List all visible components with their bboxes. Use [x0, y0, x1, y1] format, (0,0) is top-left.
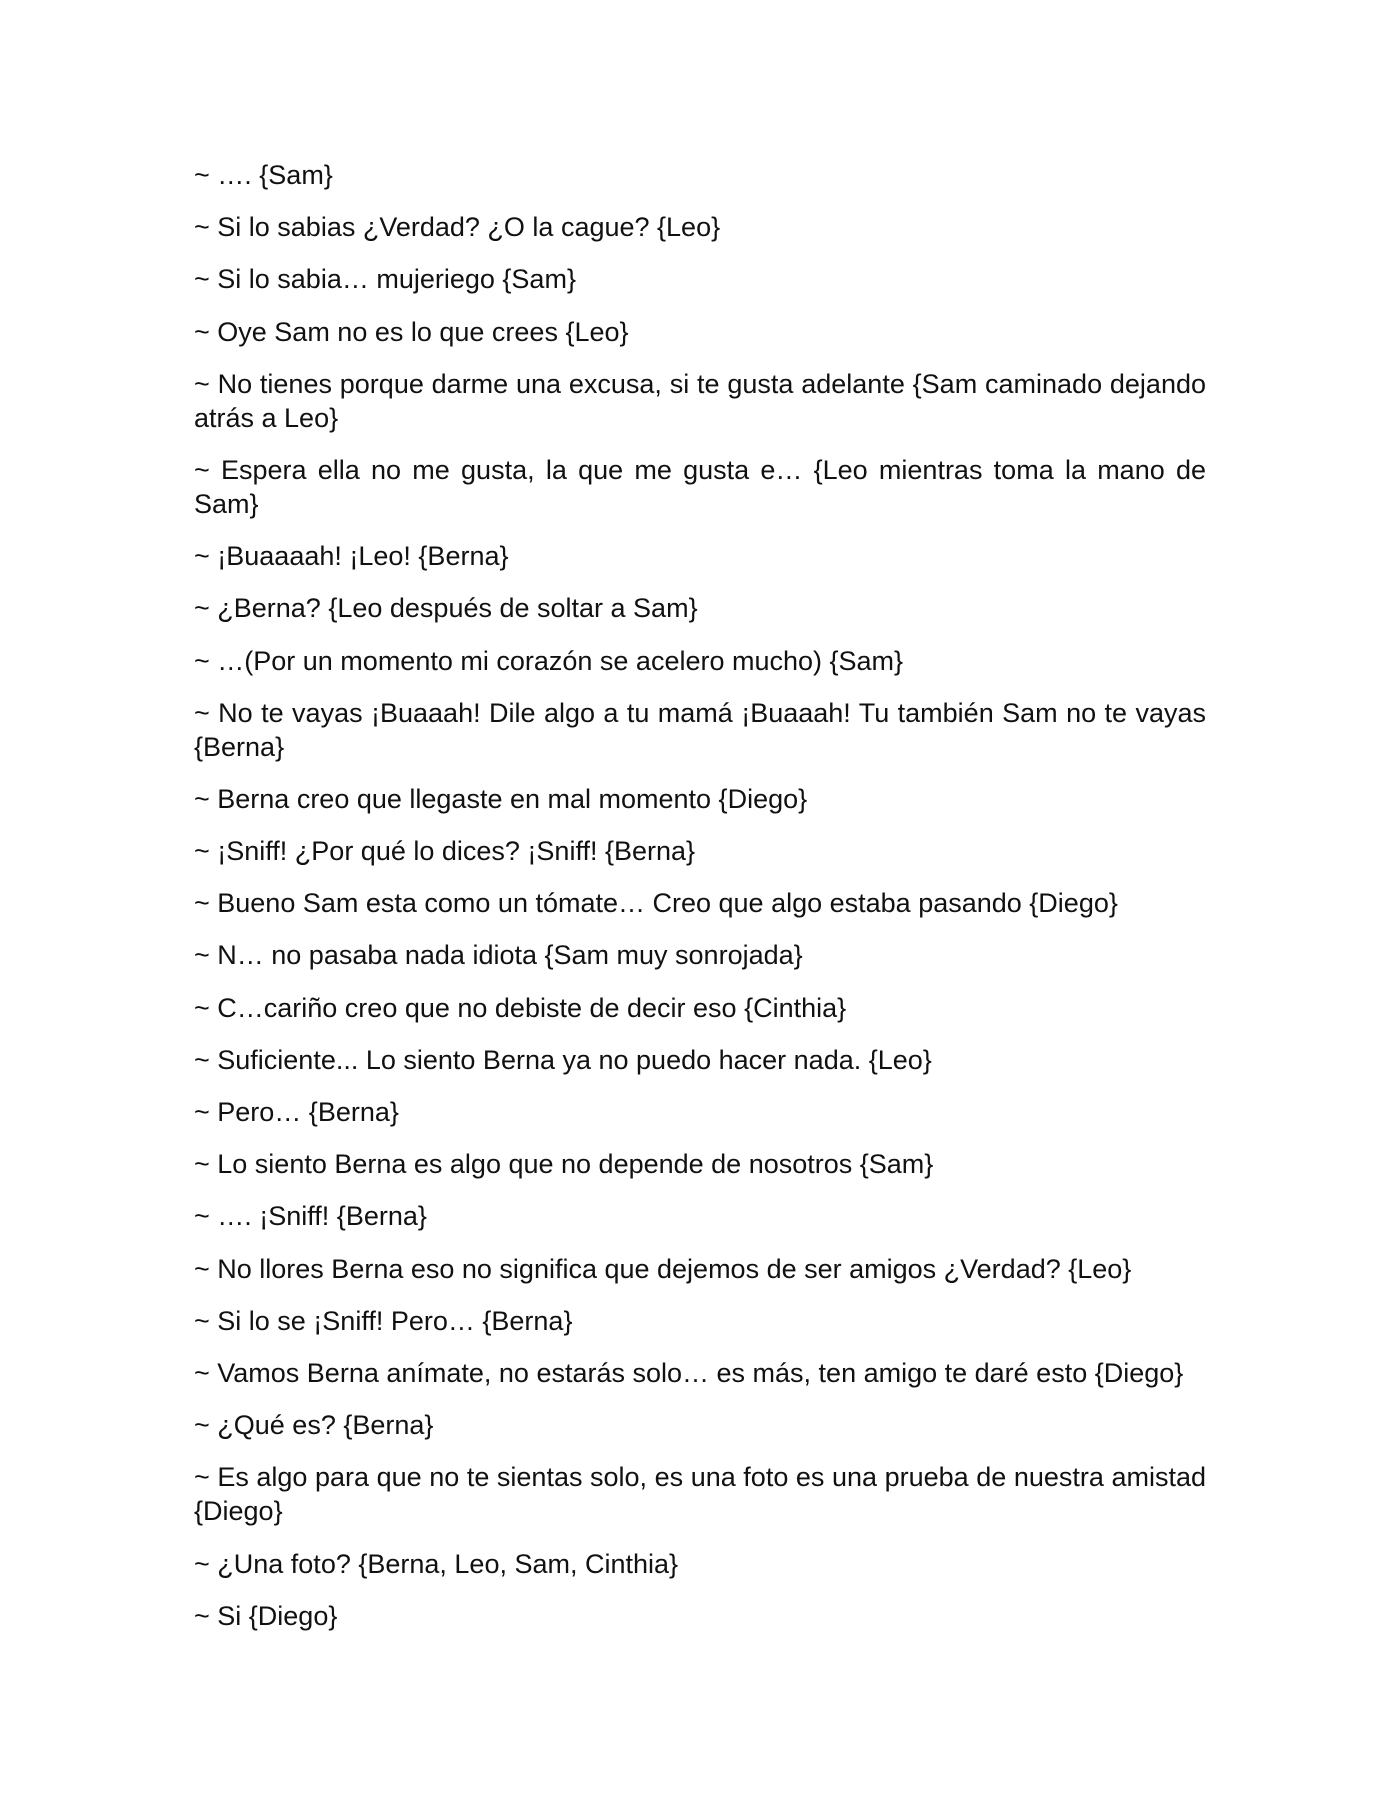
- dialogue-line: ~ Suficiente... Lo siento Berna ya no puedo hacer nada. {Leo}: [194, 1044, 932, 1075]
- dialogue-line: ~ ¿Una foto? {Berna, Leo, Sam, Cinthia}: [194, 1548, 679, 1579]
- dialogue-line: ~ Si lo sabias ¿Verdad? ¿O la cague? {Leo}: [194, 212, 721, 243]
- dialogue-line: ~ Si lo sabia… mujeriego {Sam}: [194, 264, 576, 295]
- dialogue-line: ~ Oye Sam no es lo que crees {Leo}: [194, 316, 629, 347]
- dialogue-text: [194, 158, 1206, 1651]
- dialogue-line: ~ No llores Berna eso no significa que dejemos de ser amigos ¿Verdad? {Leo}: [194, 1253, 1132, 1284]
- dialogue-line: ~ …(Por un momento mi corazón se acelero mucho) {Sam}: [194, 645, 904, 676]
- dialogue-line: ~ ¿Qué es? {Berna}: [194, 1410, 434, 1441]
- dialogue-line: ~ C…cariño creo que no debiste de decir eso {Cinthia}: [194, 992, 847, 1023]
- dialogue-line: ~ Pero… {Berna}: [194, 1097, 399, 1127]
- dialogue-line: ~ Es algo para que no te sientas solo, es una foto es una prueba de nuestra amistad {Diego}: [194, 1462, 1206, 1527]
- dialogue-line: ~ Vamos Berna anímate, no estarás solo… es más, ten amigo te daré esto {Diego}: [194, 1357, 1184, 1388]
- dialogue-line: ~ ¡Buaaaah! ¡Leo! {Berna}: [194, 541, 509, 572]
- dialogue-line: ~ Si lo se ¡Sniff! Pero… {Berna}: [194, 1305, 573, 1336]
- dialogue-line: ~ Berna creo que llegaste en mal momento {Diego}: [194, 783, 808, 814]
- dialogue-line: ~ ¡Sniff! ¿Por qué lo dices? ¡Sniff! {Berna}: [194, 836, 696, 867]
- dialogue-line: ~ …. {Sam}: [194, 160, 333, 190]
- dialogue-line: ~ No tienes porque darme una excusa, si te gusta adelante {Sam caminado dejando atrás a Leo}: [194, 368, 1206, 433]
- dialogue-line: ~ Lo siento Berna es algo que no depende de nosotros {Sam}: [194, 1149, 934, 1180]
- dialogue-line: ~ N… no pasaba nada idiota {Sam muy sonrojada}: [194, 940, 803, 971]
- dialogue-line: ~ Bueno Sam esta como un tómate… Creo que algo estaba pasando {Diego}: [194, 888, 1118, 919]
- dialogue-line: ~ Espera ella no me gusta, la que me gusta e… {Leo mientras toma la mano de Sam}: [194, 454, 1206, 519]
- dialogue-line: ~ No te vayas ¡Buaaah! Dile algo a tu mamá ¡Buaaah! Tu también Sam no te vayas {Berna}: [194, 697, 1206, 762]
- dialogue-line: ~ ¿Berna? {Leo después de soltar a Sam}: [194, 593, 698, 624]
- dialogue-line: ~ …. ¡Sniff! {Berna}: [194, 1201, 427, 1232]
- dialogue-line: ~ Si {Diego}: [194, 1600, 338, 1631]
